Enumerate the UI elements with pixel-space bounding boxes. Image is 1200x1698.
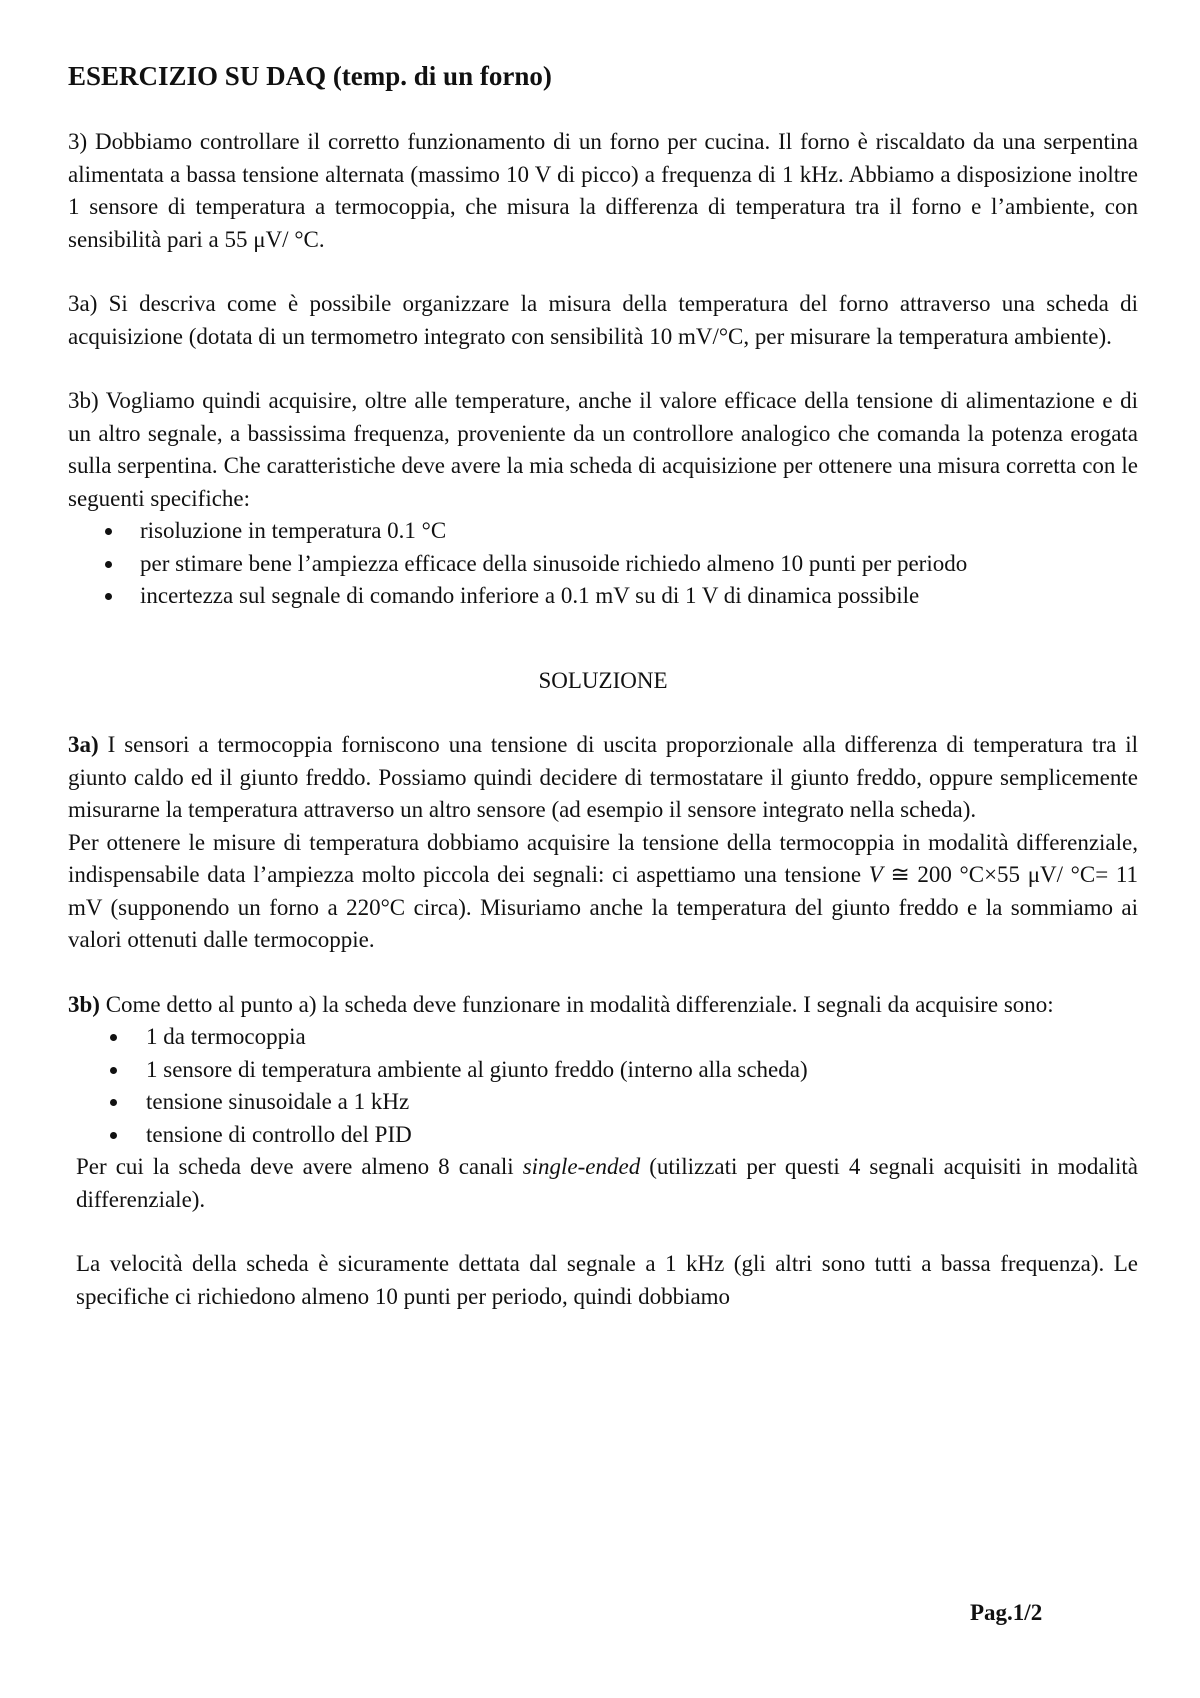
- problem-3b-paragraph: 3b) Vogliamo quindi acquisire, oltre alle temperature, anche il valore efficace della tensione di alimentazione e di un altro segnale, a bassissima frequenza, proveniente da un controllore analogico che comanda la potenza erogata sulla serpentina. Che caratteristiche deve avere la mia scheda di acquisizione per ottenere una misura corretta con le seguenti specifiche:: [68, 388, 1138, 511]
- solution-3a-p2-before: Per ottenere le misure di temperatura dobbiamo acquisire la tensione della termocoppia in modalità differenziale, indispensabile data l’ampiezza molto piccola dei segnali: ci aspettiamo una tensione: [68, 829, 1138, 887]
- solution-3b-paragraph: [68, 989, 1138, 1022]
- signal-item: 1 sensore di temperatura ambiente al giunto freddo (interno alla scheda): [68, 1054, 1138, 1087]
- document-title: ESERCIZIO SU DAQ (temp. di un forno): [68, 61, 552, 91]
- solution-3b-paragraph-2: [68, 1151, 1138, 1216]
- solution-3b-label: 3b): [68, 991, 100, 1017]
- solution-3a-label: 3a): [68, 732, 99, 757]
- solution-3b-text: Come detto al punto a) la scheda deve funzionare in modalità differenziale. I segnali da acquisire sono:: [99, 991, 1054, 1017]
- page-number: Pag.1/2: [970, 1600, 1043, 1625]
- spec-item: incertezza sul segnale di comando inferiore a 0.1 mV su di 1 V di dinamica possibile: [68, 580, 1138, 613]
- document-body: [68, 60, 1138, 1313]
- signal-item: 1 da termocoppia: [68, 1021, 1138, 1054]
- problem-3a-paragraph: 3a) Si descriva come è possibile organizzare la misura della temperatura del forno attraverso una scheda di acquisizione (dotata di un termometro integrato con sensibilità 10 mV/°C, per misurare la temperatura ambiente).: [68, 291, 1138, 349]
- problem-3-paragraph: 3) Dobbiamo controllare il corretto funzionamento di un forno per cucina. Il forno è riscaldato da una serpentina alimentata a bassa tensione alternata (massimo 10 V di picco) a frequenza di 1 kHz. Abbiamo a disposizione inoltre 1 sensore di temperatura a termocoppia, che misura la differenza di temperatura tra il forno e l’ambiente, con sensibilità pari a 55 μV/ °C.: [68, 129, 1138, 252]
- solution-3b-p2-before: Per cui la scheda deve avere almeno 8 canali: [76, 1154, 523, 1179]
- spec-item: per stimare bene l’ampiezza efficace della sinusoide richiedo almeno 10 punti per periodo: [68, 548, 1138, 581]
- solution-3b-p2-after: (utilizzati per questi 4 segnali acquisiti in modalità differenziale).: [76, 1154, 1138, 1212]
- solution-3a-paragraph: [68, 729, 1138, 827]
- spec-item: risoluzione in temperatura 0.1 °C: [68, 515, 1138, 548]
- solution-3a-text: I sensori a termocoppia forniscono una tensione di uscita proporzionale alla differenza di temperatura tra il giunto caldo ed il giunto freddo. Possiamo quindi decidere di termostatare il giunto freddo, oppure semplicemente misurarne la temperatura attraverso un altro sensore (ad esempio il sensore integrato nella scheda).: [68, 732, 1138, 822]
- signal-item: tensione di controllo del PID: [68, 1119, 1138, 1152]
- signals-list: [68, 1021, 1138, 1151]
- specs-list: [68, 515, 1138, 613]
- solution-3b-paragraph-3: La velocità della scheda è sicuramente dettata dal segnale a 1 kHz (gli altri sono tutti a bassa frequenza). Le specifiche ci richiedono almeno 10 punti per periodo, quindi dobbiamo: [76, 1251, 1138, 1309]
- voltage-variable: V: [868, 862, 883, 887]
- solution-3a-paragraph-2: [68, 827, 1138, 957]
- solution-heading: SOLUZIONE: [538, 667, 668, 693]
- solution-3a-p2-after: ≅ 200 °C×55 μV/ °C= 11 mV (supponendo un forno a 220°C circa). Misuriamo anche la temperatura del giunto freddo e la sommiamo ai valori ottenuti dalle termocoppie.: [68, 862, 1138, 952]
- signal-item: tensione sinusoidale a 1 kHz: [68, 1086, 1138, 1119]
- single-ended-term: single-ended: [522, 1154, 641, 1179]
